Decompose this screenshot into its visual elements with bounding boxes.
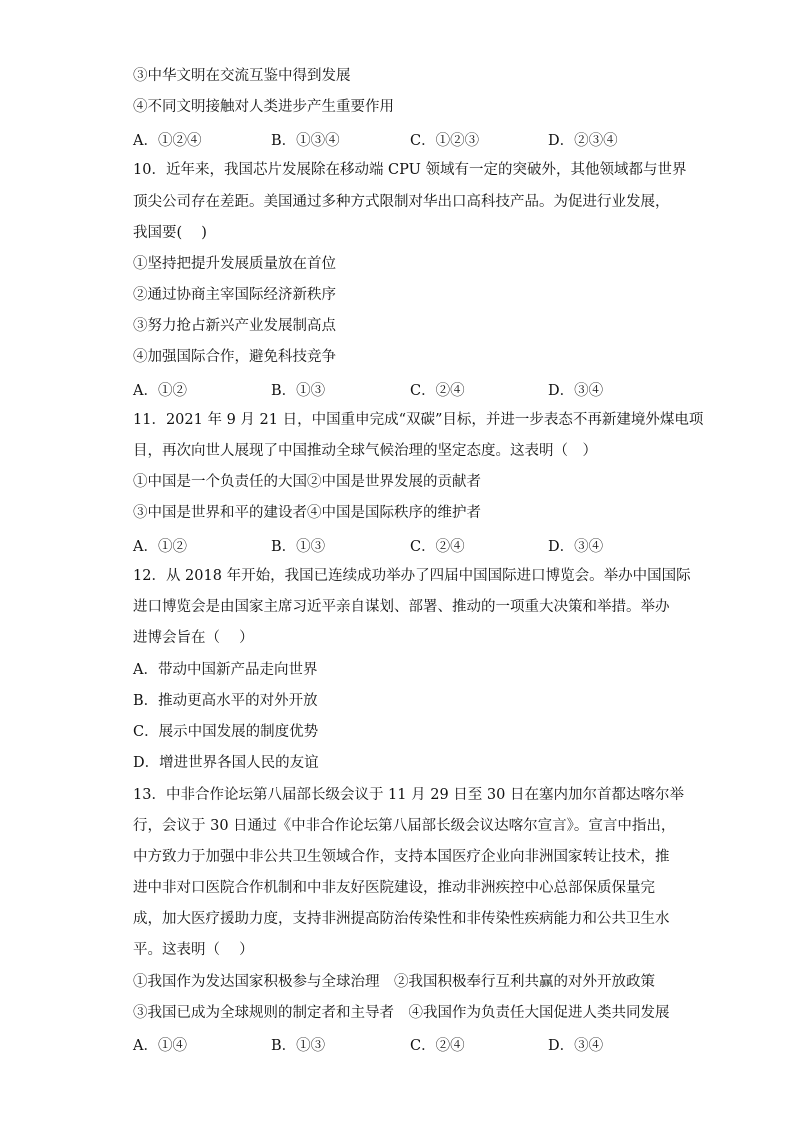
q12-stem-line-3: 进博会旨在（ ） bbox=[133, 630, 254, 646]
q11-stem-line-1: 11．2021 年 9 月 21 日，中国重申完成“双碳”目标，并进一步表态不再新建境外煤电项 bbox=[133, 412, 704, 428]
q12-choice-b[interactable]: B．推动更高水平的对外开放 bbox=[133, 693, 318, 709]
q13-statement-line-1: ①我国作为发达国家积极参与全球治理 ②我国积极奉行互利共赢的对外开放政策 bbox=[133, 974, 655, 990]
q9-statement-4: ④不同文明接触对人类进步产生重要作用 bbox=[133, 99, 394, 115]
q13-option-c[interactable]: C．②④ bbox=[410, 1038, 465, 1054]
q13-statement-line-2: ③我国已成为全球规则的制定者和主导者 ④我国作为负责任大国促进人类共同发展 bbox=[133, 1005, 670, 1021]
q13-option-a[interactable]: A．①④ bbox=[133, 1038, 187, 1054]
q13-stem-line-1: 13．中非合作论坛第八届部长级会议于 11 月 29 日至 30 日在塞内加尔首都达喀尔举 bbox=[133, 787, 684, 803]
q9-option-a[interactable]: A．①②④ bbox=[133, 133, 202, 149]
q11-stem-line-2: 目，再次向世人展现了中国推动全球气候治理的坚定态度。这表明（ ） bbox=[133, 443, 597, 459]
q13-stem-line-6: 平。这表明（ ） bbox=[133, 942, 254, 958]
q9-option-c[interactable]: C．①②③ bbox=[410, 133, 480, 149]
q11-options bbox=[133, 535, 673, 555]
q12-stem-line-2: 进口博览会是由国家主席习近平亲自谋划、部署、推动的一项重大决策和举措。举办 bbox=[133, 599, 670, 615]
q12-choice-a[interactable]: A．带动中国新产品走向世界 bbox=[133, 662, 318, 678]
q9-option-d[interactable]: D．②③④ bbox=[548, 133, 618, 149]
q12-choice-c[interactable]: C．展示中国发展的制度优势 bbox=[133, 724, 319, 740]
q10-option-a[interactable]: A．①② bbox=[133, 383, 187, 399]
q11-statement-line-2: ③中国是世界和平的建设者④中国是国际秩序的维护者 bbox=[133, 505, 481, 521]
q10-stem-line-3: 我国要( ) bbox=[133, 225, 207, 241]
q10-statement-2: ②通过协商主宰国际经济新秩序 bbox=[133, 287, 336, 303]
q10-option-d[interactable]: D．③④ bbox=[548, 383, 604, 399]
q9-option-b[interactable]: B．①③④ bbox=[271, 133, 340, 149]
q10-options bbox=[133, 379, 673, 399]
q13-stem-line-4: 进中非对口医院合作机制和中非友好医院建设，推动非洲疾控中心总部保质保量完 bbox=[133, 880, 655, 896]
q11-option-d[interactable]: D．③④ bbox=[548, 539, 604, 555]
q10-statement-4: ④加强国际合作，避免科技竞争 bbox=[133, 349, 336, 365]
q12-stem-line-1: 12．从 2018 年开始，我国已连续成功举办了四届中国国际进口博览会。举办中国国际 bbox=[133, 568, 691, 584]
q9-statement-3: ③中华文明在交流互鉴中得到发展 bbox=[133, 68, 351, 84]
q13-options bbox=[133, 1034, 673, 1054]
q11-option-b[interactable]: B．①③ bbox=[271, 539, 326, 555]
q10-stem-line-2: 顶尖公司存在差距。美国通过多种方式限制对华出口高科技产品。为促进行业发展， bbox=[133, 194, 670, 210]
q11-option-a[interactable]: A．①② bbox=[133, 539, 187, 555]
q10-statement-3: ③努力抢占新兴产业发展制高点 bbox=[133, 318, 336, 334]
q11-option-c[interactable]: C．②④ bbox=[410, 539, 465, 555]
q10-option-c[interactable]: C．②④ bbox=[410, 383, 465, 399]
q10-statement-1: ①坚持把提升发展质量放在首位 bbox=[133, 256, 336, 272]
q13-stem-line-3: 中方致力于加强中非公共卫生领域合作，支持本国医疗企业向非洲国家转让技术，推 bbox=[133, 849, 670, 865]
q13-option-d[interactable]: D．③④ bbox=[548, 1038, 604, 1054]
q11-statement-line-1: ①中国是一个负责任的大国②中国是世界发展的贡献者 bbox=[133, 474, 481, 490]
q13-stem-line-2: 行，会议于 30 日通过《中非合作论坛第八届部长级会议达喀尔宣言》。宣言中指出， bbox=[133, 818, 676, 834]
q10-stem-line-1: 10．近年来，我国芯片发展除在移动端 CPU 领域有一定的突破外，其他领域都与世界 bbox=[133, 162, 687, 178]
q12-choice-d[interactable]: D．增进世界各国人民的友谊 bbox=[133, 755, 319, 771]
q13-stem-line-5: 成，加大医疗援助力度，支持非洲提高防治传染性和非传染性疾病能力和公共卫生水 bbox=[133, 911, 670, 927]
q9-options bbox=[133, 129, 673, 149]
q13-option-b[interactable]: B．①③ bbox=[271, 1038, 326, 1054]
q10-option-b[interactable]: B．①③ bbox=[271, 383, 326, 399]
